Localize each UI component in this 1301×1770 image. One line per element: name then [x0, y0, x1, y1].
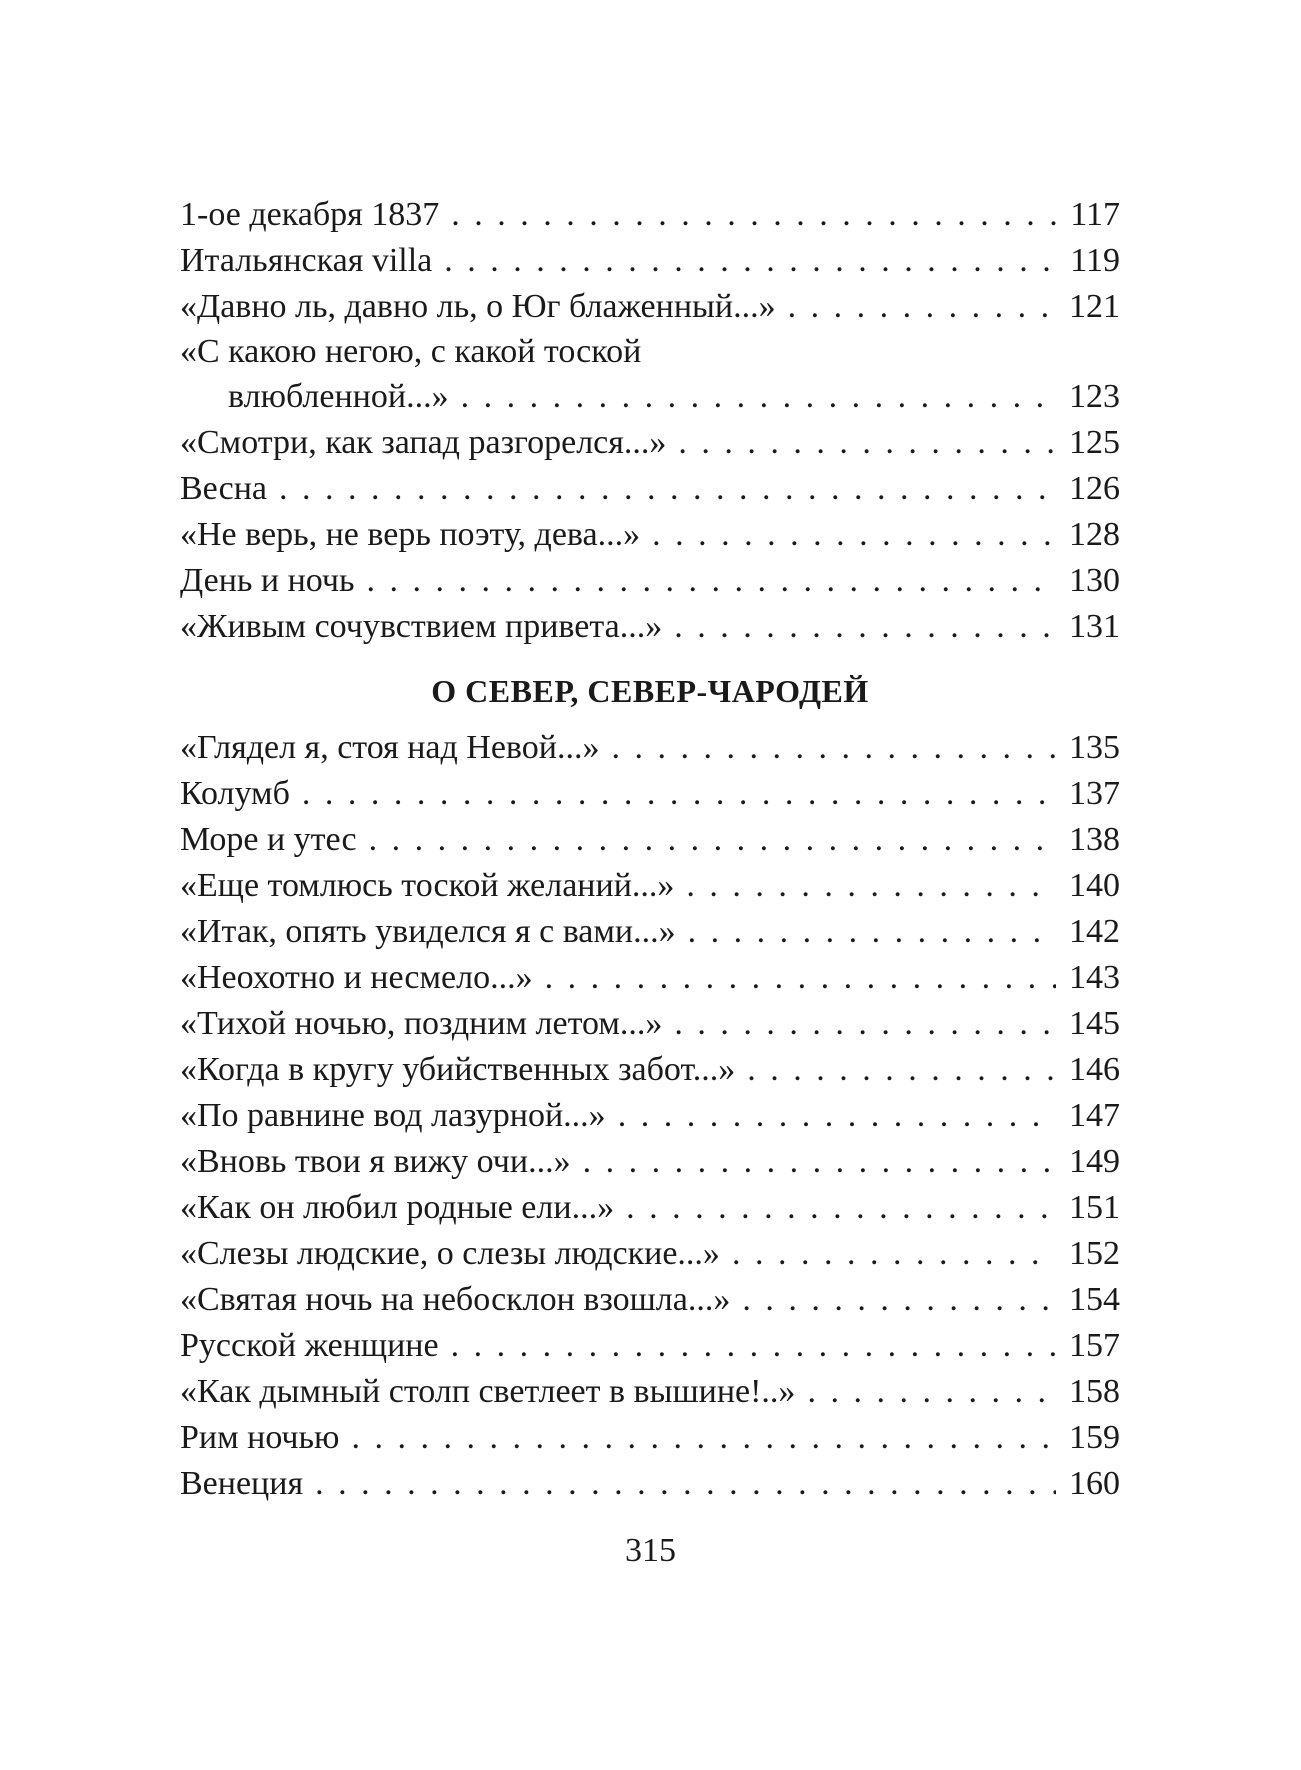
toc-entry: [180, 1231, 1120, 1277]
toc-entry-title: Венеция: [180, 1465, 304, 1502]
toc-entry-page: 152: [1069, 1235, 1120, 1272]
toc-entry-title: «По равнине вод лазурной...»: [180, 1097, 606, 1134]
section-heading: О СЕВЕР, СЕВЕР-ЧАРОДЕЙ: [431, 673, 869, 709]
toc-entry-title: «Святая ночь на небосклон взошла...»: [180, 1281, 731, 1318]
toc-entry-title: «Итак, опять увиделся я с вами...»: [180, 913, 676, 950]
leader-dots: [451, 1323, 1056, 1369]
toc-entry-title: Русской женщине: [180, 1327, 439, 1364]
leader-dots: [807, 1369, 1056, 1415]
toc-entry: [180, 512, 1120, 558]
toc-entry-page: 137: [1069, 775, 1120, 812]
toc-entry-page: 119: [1070, 242, 1120, 279]
leader-dots: [742, 1277, 1056, 1323]
toc-entry: [180, 955, 1120, 1001]
toc-entry-title: День и ночь: [180, 562, 355, 599]
toc-entry-title: «Слезы людские, о слезы людские...»: [180, 1235, 720, 1272]
toc-entry-page: 147: [1069, 1097, 1120, 1134]
toc-entry-page: 160: [1069, 1465, 1120, 1502]
leader-dots: [451, 192, 1056, 238]
toc-entry-title: Итальянская villa: [180, 242, 433, 279]
toc-entry: [180, 238, 1120, 284]
toc-entry-page: 143: [1069, 959, 1120, 996]
leader-dots: [678, 420, 1056, 466]
toc-entry-title: 1-ое декабря 1837: [180, 196, 440, 233]
toc-entry-page: 131: [1069, 608, 1120, 645]
leader-dots: [545, 955, 1056, 1001]
leader-dots: [279, 466, 1056, 512]
toc-entry: [180, 1415, 1120, 1461]
toc-entry-title: «Когда в кругу убийственных забот...»: [180, 1051, 736, 1088]
toc-entry-title-line2: влюбленной...»: [228, 378, 449, 415]
leader-dots: [315, 1461, 1056, 1507]
toc-entry: [180, 863, 1120, 909]
toc-entry: [180, 604, 1120, 650]
leader-dots: [688, 909, 1056, 955]
toc-entry-page: 121: [1069, 288, 1120, 325]
toc-entry-page: 135: [1069, 729, 1120, 766]
toc-entry-page: 158: [1069, 1373, 1120, 1410]
toc-entry-page: 154: [1069, 1281, 1120, 1318]
page-number: 315: [625, 1532, 676, 1569]
toc-entry-page: 138: [1069, 821, 1120, 858]
toc-entry-title: «Глядел я, стоя над Невой...»: [180, 729, 600, 766]
toc-entry-page: 142: [1069, 913, 1120, 950]
leader-dots: [652, 512, 1056, 558]
toc-entry-title: Рим ночью: [180, 1419, 340, 1456]
toc-entry: [180, 1093, 1120, 1139]
toc-entry: [180, 420, 1120, 466]
toc-entry-title: «Не верь, не верь поэту, дева...»: [180, 516, 641, 553]
leader-dots: [626, 1185, 1056, 1231]
toc-entry-title: «Тихой ночью, поздним летом...»: [180, 1005, 663, 1042]
leader-dots: [618, 1093, 1056, 1139]
toc-entry-title: «Смотри, как запад разгорелся...»: [180, 424, 667, 461]
toc-entry: [180, 466, 1120, 512]
leader-dots: [788, 284, 1056, 330]
toc-entry-title-line1: «С какою негою, с какой тоской: [180, 333, 642, 370]
toc-entry-title: Колумб: [180, 775, 290, 812]
toc-entry-page: 140: [1069, 867, 1120, 904]
toc-entry-title: «Вновь твои я вижу очи...»: [180, 1143, 571, 1180]
toc-entry-page: 117: [1070, 196, 1120, 233]
leader-dots: [351, 1415, 1056, 1461]
leader-dots: [444, 238, 1056, 284]
leader-dots: [369, 817, 1056, 863]
leader-dots: [461, 374, 1056, 420]
toc-entry: [180, 1047, 1120, 1093]
toc-entry: [180, 909, 1120, 955]
toc-entry-page: 145: [1069, 1005, 1120, 1042]
toc-entry-title: «Неохотно и несмело...»: [180, 959, 533, 996]
leader-dots: [747, 1047, 1056, 1093]
toc-entry: [180, 1001, 1120, 1047]
toc-entry: [180, 771, 1120, 817]
toc-entry-page: 128: [1069, 516, 1120, 553]
toc-entry-page: 149: [1069, 1143, 1120, 1180]
leader-dots: [674, 604, 1056, 650]
toc-entry-title: «Еще томлюсь тоской желаний...»: [180, 867, 675, 904]
toc-entry: [180, 330, 1120, 420]
toc-entry: [180, 1185, 1120, 1231]
toc-entry: [180, 817, 1120, 863]
leader-dots: [611, 725, 1056, 771]
toc-entry-title: «Давно ль, давно ль, о Юг блаженный...»: [180, 288, 776, 325]
leader-dots: [674, 1001, 1056, 1047]
toc-entry: [180, 1139, 1120, 1185]
toc-entry-page: 125: [1069, 424, 1120, 461]
toc-entry-title: «Живым сочувствием привета...»: [180, 608, 663, 645]
leader-dots: [302, 771, 1056, 817]
toc-entry-page: 126: [1069, 470, 1120, 507]
leader-dots: [367, 558, 1056, 604]
toc-entry-title: Весна: [180, 470, 267, 507]
toc-entry-page: 151: [1069, 1189, 1120, 1226]
toc-block: [180, 725, 1120, 1507]
toc-entry-page: 157: [1069, 1327, 1120, 1364]
toc-entry: [180, 1369, 1120, 1415]
toc-entry-page: 159: [1069, 1419, 1120, 1456]
toc-block: [180, 192, 1120, 650]
toc-entry: [180, 192, 1120, 238]
leader-dots: [686, 863, 1056, 909]
toc-entry: [180, 284, 1120, 330]
toc-entry: [180, 1277, 1120, 1323]
leader-dots: [583, 1139, 1056, 1185]
toc-entry-title: «Как дымный столп светлеет в вышине!..»: [180, 1373, 796, 1410]
toc-entry: [180, 558, 1120, 604]
toc-entry: [180, 725, 1120, 771]
leader-dots: [732, 1231, 1056, 1277]
toc-entry: [180, 1461, 1120, 1507]
toc-entry-page: 146: [1069, 1051, 1120, 1088]
toc-entry-title: Море и утес: [180, 821, 357, 858]
toc-entry-page: 130: [1069, 562, 1120, 599]
toc-entry-title: «Как он любил родные ели...»: [180, 1189, 615, 1226]
toc-entry-page: 123: [1069, 378, 1120, 415]
toc-entry: [180, 1323, 1120, 1369]
